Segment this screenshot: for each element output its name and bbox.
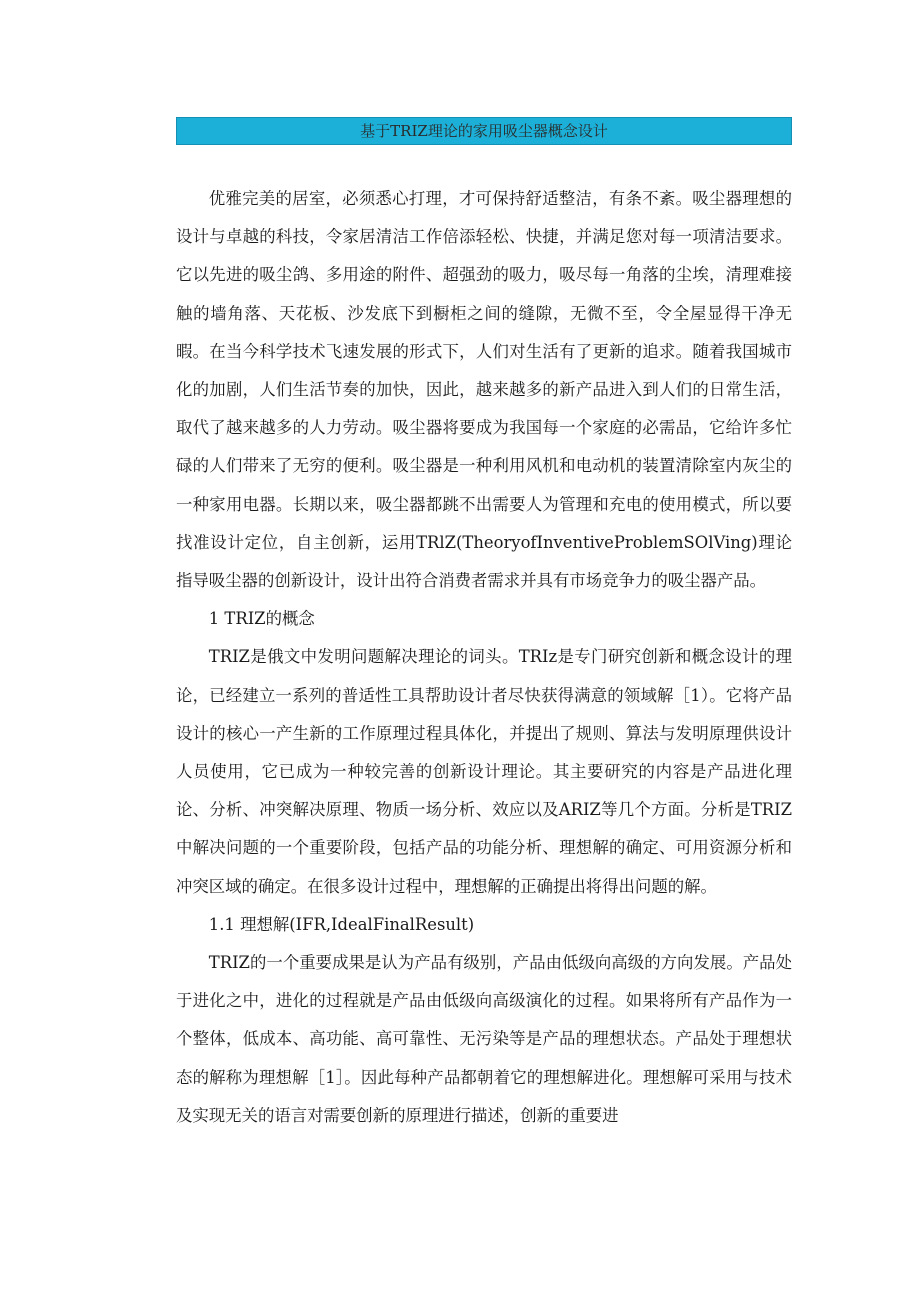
section-heading-ideal-solution: 1.1 理想解(IFR,IdealFinalResult): [208, 914, 475, 934]
paragraph-intro: 优雅完美的居室，必须悉心打理，才可保持舒适整洁，有条不紊。吸尘器理想的设计与卓越的科技，令家居清洁工作倍添轻松、快捷，并满足您对每一项清洁要求。它以先进的吸尘鸽、多用途的附件、超强劲的吸力，吸尽每一角落的尘埃，清理难接触的墙角落、天花板、沙发底下到橱柜之间的缝隙，无微不至，令全屋显得干净无暇。在当今科学技术飞速发展的形式下，人们对生活有了更新的追求。随着我国城市化的加剧，人们生活节奏的加快，因此，越来越多的新产品进入到人们的日常生活，取代了越来越多的人力劳动。吸尘器将要成为我国每一个家庭的必需品，它给许多忙碌的人们带来了无穷的便利。吸尘器是一种利用风机和电动机的装置清除室内灰尘的一种家用电器。长期以来，吸尘器都跳不出需要人为管理和充电的使用模式，所以要找准设计定位，自主创新，运用TRlZ(TheoryofInventiveProblemSOlVing)理论指导吸尘器的创新设计，设计出符合消费者需求并具有市场竞争力的吸尘器产品。: [176, 189, 792, 591]
document-body: [176, 180, 792, 1135]
paragraph-ideal-solution: TRIZ的一个重要成果是认为产品有级别，产品由低级向高级的方向发展。产品处于进化之中，进化的过程就是产品由低级向高级演化的过程。如果将所有产品作为一个整体，低成本、高功能、高可靠性、无污染等是产品的理想状态。产品处于理想状态的解称为理想解［1］。因此每种产品都朝着它的理想解进化。理想解可采用与技术及实现无关的语言对需要创新的原理进行描述，创新的重要进: [176, 953, 792, 1125]
document-title: 基于TRIZ理论的家用吸尘器概念设计: [176, 117, 792, 145]
section-heading-triz-concept: 1 TRIZ的概念: [208, 609, 315, 629]
paragraph-triz-concept: TRIZ是俄文中发明问题解决理论的词头。TRIz是专门研究创新和概念设计的理论，已经建立一系列的普适性工具帮助设计者尽快获得满意的领域解［1）。它将产品设计的核心一产生新的工作原理过程具体化，并提出了规则、算法与发明原理供设计人员使用，它已成为一种较完善的创新设计理论。其主要研究的内容是产品进化理论、分析、冲突解决原理、物质一场分析、效应以及ARIZ等几个方面。分析是TRIZ中解决问题的一个重要阶段，包括产品的功能分析、理想解的确定、可用资源分析和冲突区域的确定。在很多设计过程中，理想解的正确提出将得出问题的解。: [176, 647, 792, 896]
